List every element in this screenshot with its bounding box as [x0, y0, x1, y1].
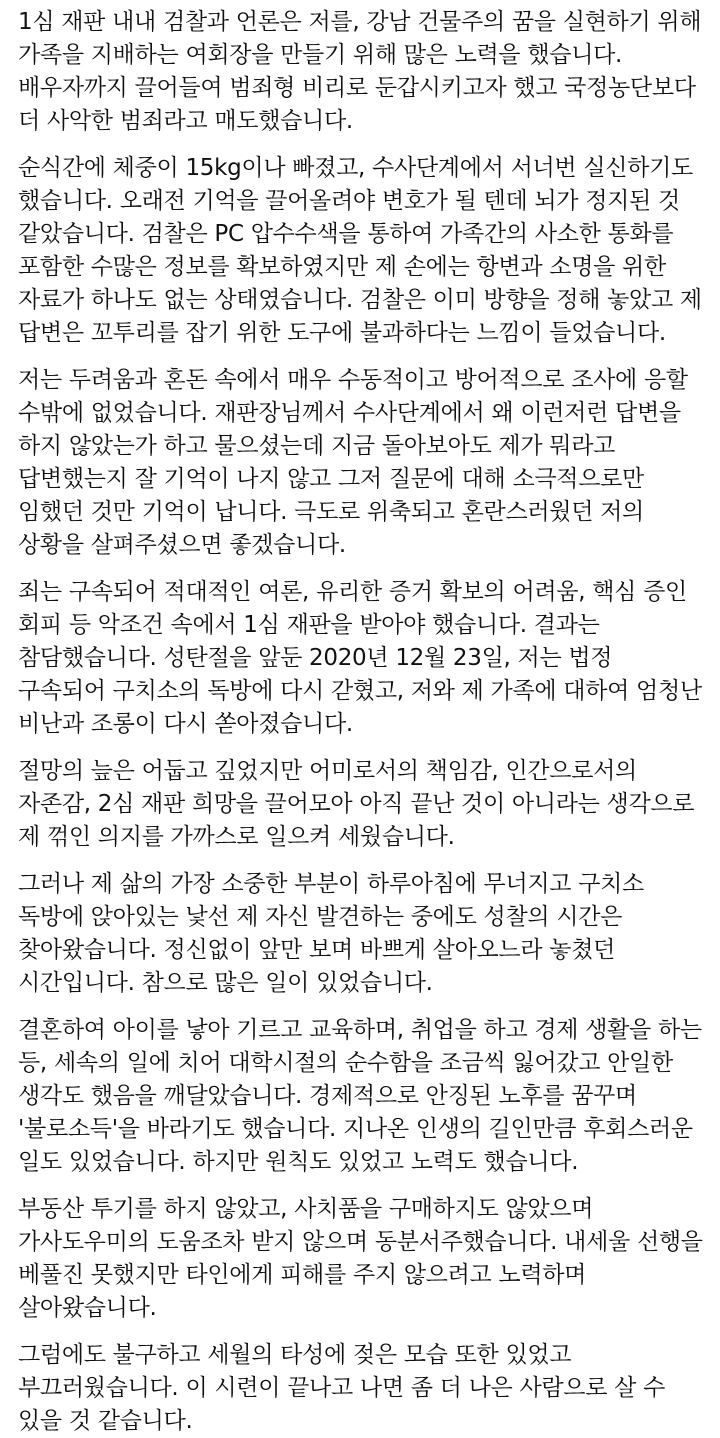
- paragraph-2: 순식간에 체중이 15kg이나 빠졌고, 수사단계에서 서너번 실신하기도 했습니다. 오래전 기억을 끌어올려야 변호가 될 텐데 뇌가 정지된 것 같았습니다. 검찰은 PC 압수수색을 통하여 가족간의 사소한 통화를 포함한 수많은 정보를 확보하였지만 제 손에는 항변과 소명을 위한 자료가 하나도 없는 상태였습니다. 검찰은 이미 방향을 정해 놓았고 제 답변은 꼬투리를 잡기 위한 도구에 불과하다는 느낌이 들었습니다.: [18, 155, 702, 346]
- paragraph-8: 부동산 투기를 하지 않았고, 사치품을 구매하지도 않았으며 가사도우미의 도움조차 받지 않으며 동분서주했습니다. 내세울 선행을 베풀진 못했지만 타인에게 피해를 주지 않으려고 노력하며 살아왔습니다.: [18, 1196, 703, 1321]
- paragraph-9: 그럼에도 불구하고 세월의 타성에 젖은 모습 또한 있었고 부끄러웠습니다. 이 시련이 끝나고 나면 좀 더 나은 사람으로 살 수 있을 것 같습니다.: [18, 1342, 665, 1434]
- paragraph-6: 그러나 제 삶의 가장 소중한 부분이 하루아침에 무너지고 구치소 독방에 앉아있는 낯선 제 자신 발견하는 중에도 성찰의 시간은 찾아왔습니다. 정신없이 앞만 보며 바쁘게 살아오느라 놓쳤던 시간입니다. 참으로 많은 일이 있었습니다.: [18, 871, 644, 996]
- paragraph-7: 결혼하여 아이를 낳아 기르고 교육하며, 취업을 하고 경제 생활을 하는 등, 세속의 일에 치어 대학시절의 순수함을 조금씩 잃어갔고 안일한 생각도 했음을 깨달았습니다. 경제적으로 안징된 노후를 꿈꾸며 '불로소득'을 바라기도 했습니다. 지나온 인생의 길인만큼 후회스러운 일도 있었습니다. 하지만 원칙도 있었고 노력도 했습니다.: [18, 1017, 702, 1175]
- paragraph-1: 1심 재판 내내 검찰과 언론은 저를, 강남 건물주의 꿈을 실현하기 위해 가족을 지배하는 여회장을 만들기 위해 많은 노력을 했습니다. 배우자까지 끌어들여 범죄형 비리로 둔갑시키고자 했고 국정농단보다 더 사악한 범죄라고 매도했습니다.: [18, 9, 702, 134]
- paragraph-3: 저는 두려움과 혼돈 속에서 매우 수동적이고 방어적으로 조사에 응할 수밖에 없었습니다. 재판장님께서 수사단계에서 왜 이런저런 답변을 하지 않았는가 하고 물으셨는데 지금 돌아보아도 제가 뭐라고 답변했는지 잘 기억이 나지 않고 그저 질문에 대해 소극적으로만 임했던 것만 기억이 납니다. 극도로 위축되고 혼란스러웠던 저의 상황을 살펴주셨으면 좋겠습니다.: [18, 367, 688, 558]
- paragraph-5: 절망의 늪은 어둡고 깊었지만 어미로서의 책임감, 인간으로서의 자존감, 2심 재판 희망을 끌어모아 아직 끝난 것이 아니라는 생각으로 제 꺾인 의지를 가까스로 일으켜 세웠습니다.: [18, 758, 695, 850]
- paragraph-4: 죄는 구속되어 적대적인 여론, 유리한 증거 확보의 어려움, 핵심 증인 회피 등 악조건 속에서 1심 재판을 받아야 했습니다. 결과는 참담했습니다. 성탄절을 앞둔 2020년 12월 23일, 저는 법정 구속되어 구치소의 독방에 다시 갇혔고, 저와 제 가족에 대하여 엄청난 비난과 조롱이 다시 쏟아졌습니다.: [18, 579, 702, 737]
